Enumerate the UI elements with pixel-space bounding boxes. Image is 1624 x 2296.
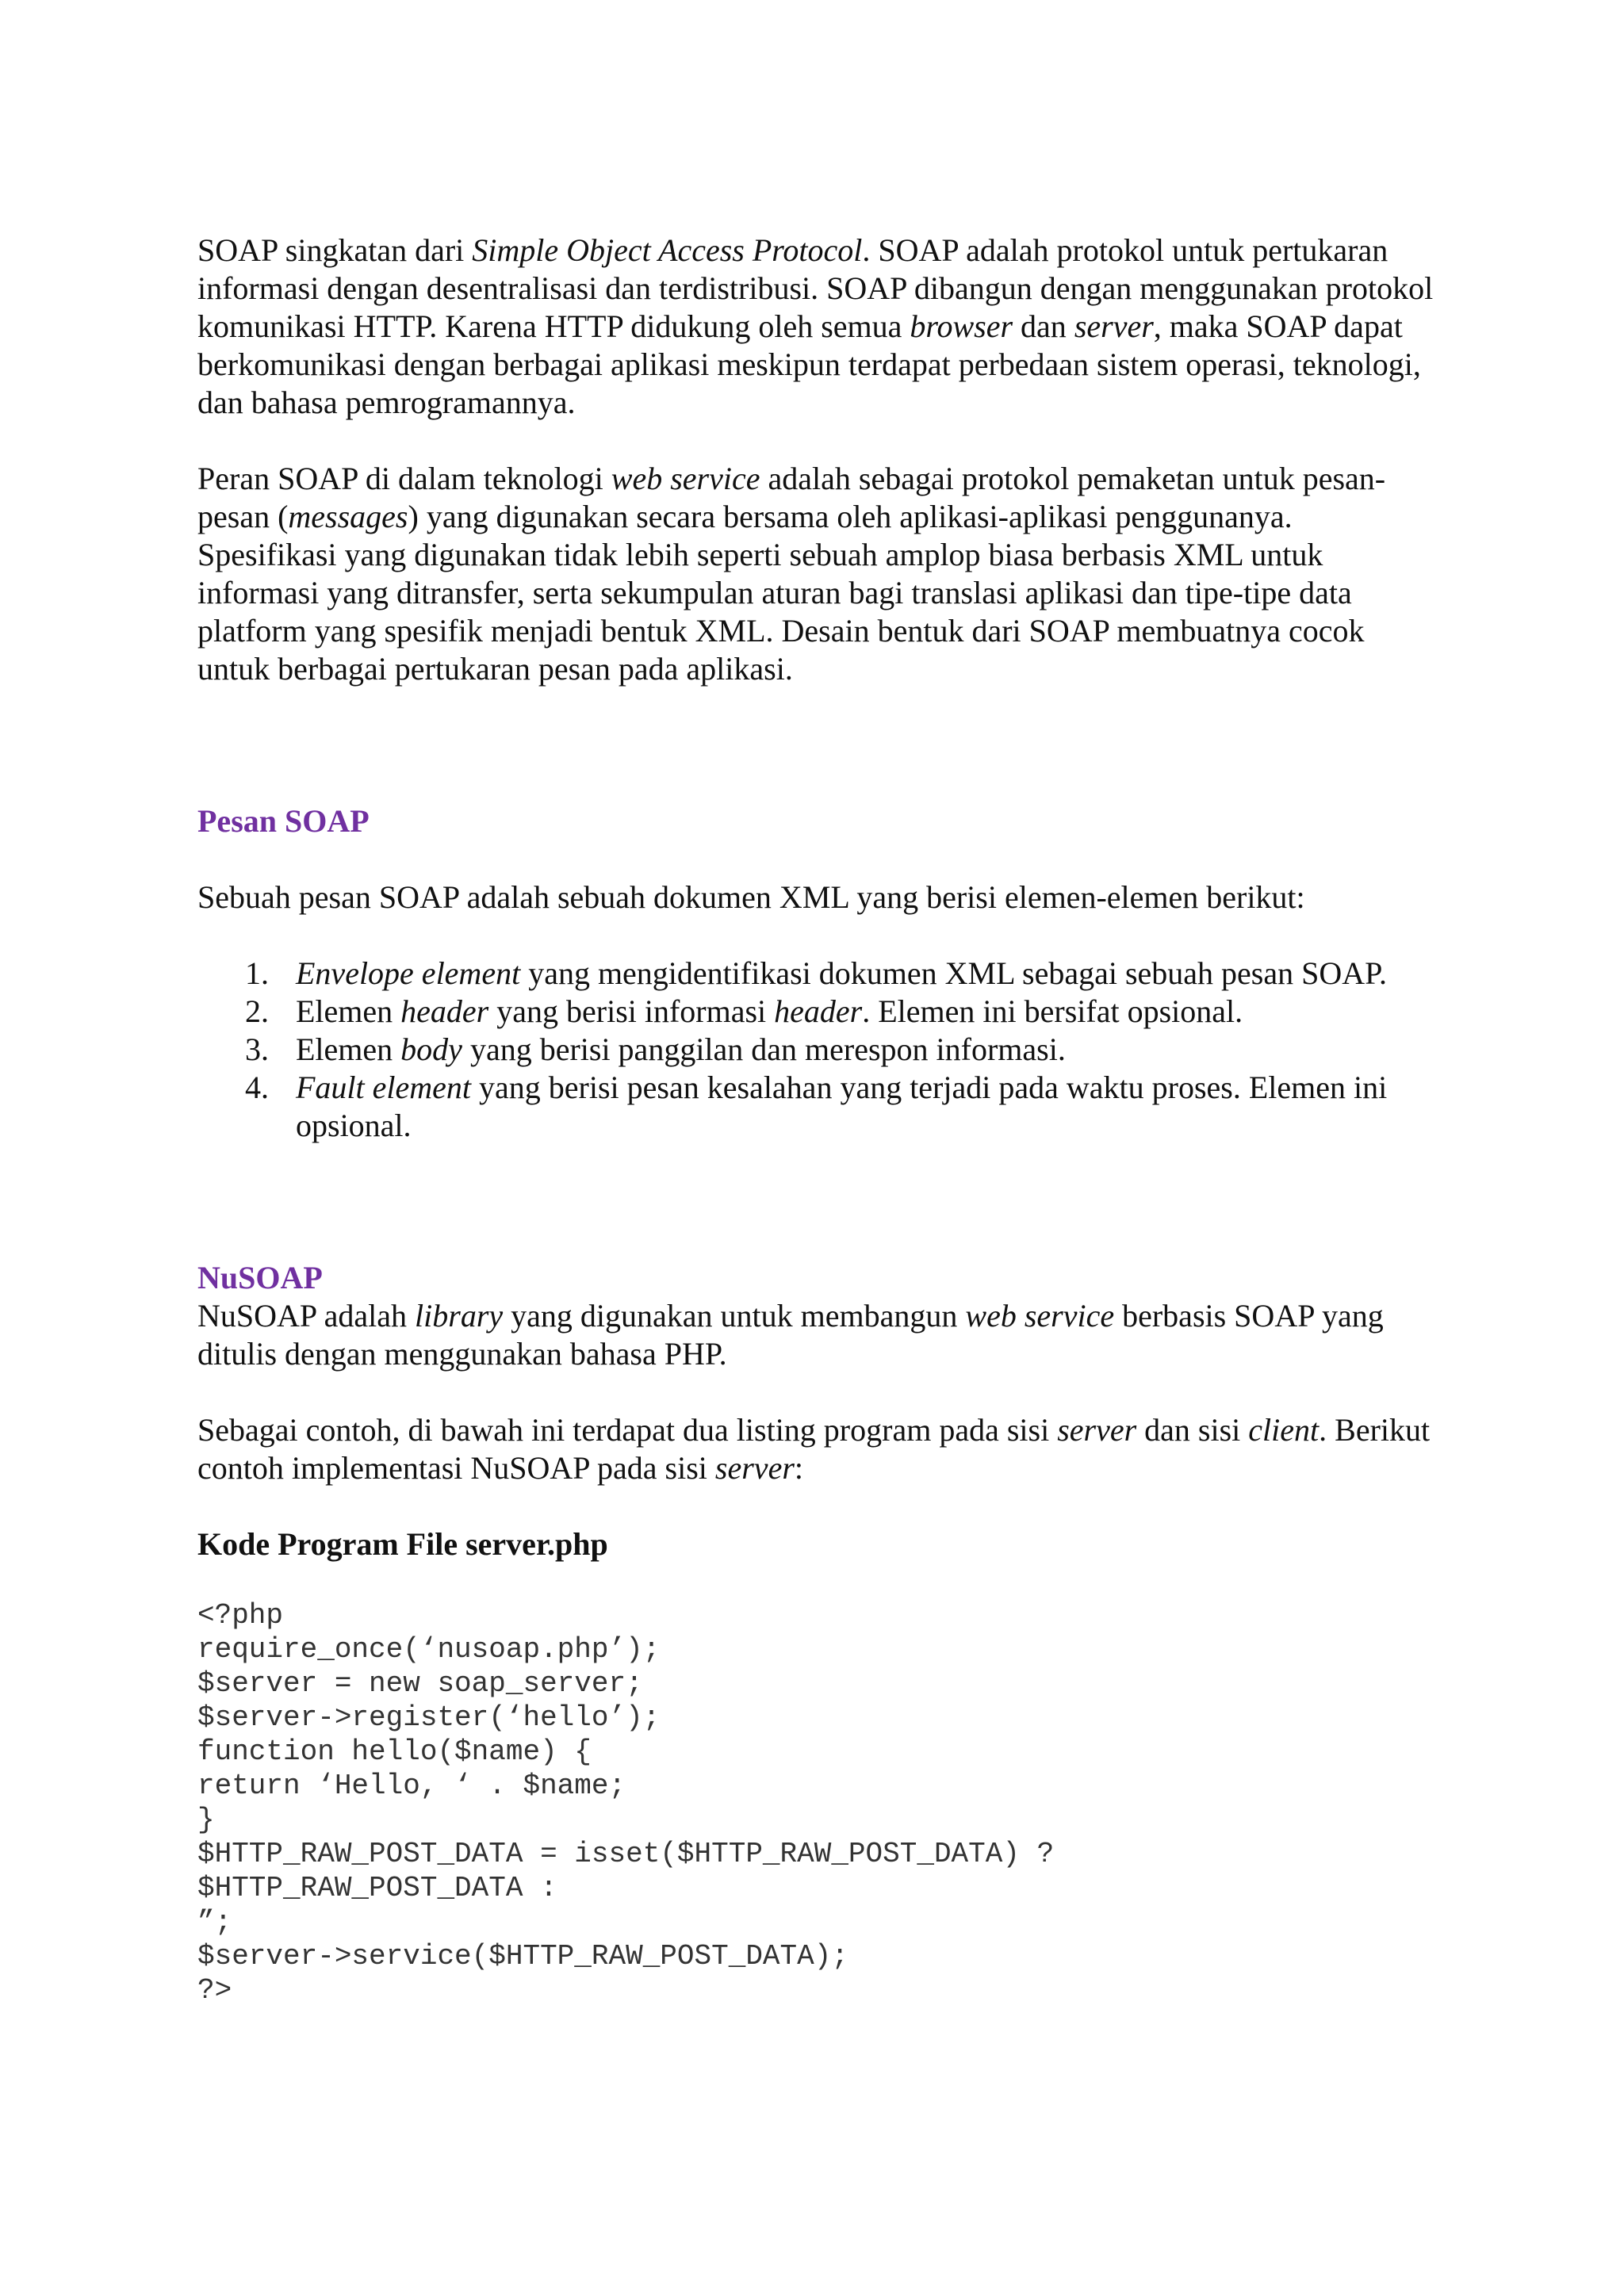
text-run: yang berisi pesan kesalahan yang terjadi pada waktu proses. Elemen ini opsional.: [296, 1070, 1388, 1143]
code-line: $HTTP_RAW_POST_DATA = isset($HTTP_RAW_POST_DATA) ?: [197, 1838, 1055, 1870]
list-item: [197, 1069, 1434, 1145]
italic-run: Fault element: [296, 1070, 472, 1105]
italic-run: web service: [965, 1298, 1115, 1334]
code-line: ”;: [197, 1906, 232, 1938]
list-number: 2.: [245, 993, 269, 1029]
italic-run: server: [714, 1450, 795, 1486]
paragraph-pesan-intro: Sebuah pesan SOAP adalah sebuah dokumen XML yang berisi elemen-elemen berikut:: [197, 879, 1305, 915]
italic-run: server: [1057, 1412, 1137, 1448]
text-run: yang digunakan untuk membangun: [503, 1298, 966, 1334]
italic-run: browser: [910, 308, 1013, 344]
list-item: [197, 1031, 1434, 1069]
code-line: }: [197, 1804, 215, 1836]
italic-run: Envelope element: [296, 955, 521, 991]
text-run: Elemen: [296, 1031, 401, 1067]
text-run: dan sisi: [1136, 1412, 1249, 1448]
heading-nusoap: NuSOAP: [197, 1260, 323, 1295]
italic-run: header: [774, 993, 863, 1029]
list-number: 4.: [245, 1070, 269, 1105]
code-listing-server-php: [197, 1598, 1434, 2007]
italic-run: web service: [611, 461, 760, 496]
text-run: :: [794, 1450, 804, 1486]
document-body: [197, 232, 1434, 2007]
code-line: require_once(‘nusoap.php’);: [197, 1633, 661, 1666]
text-run: dan: [1013, 308, 1074, 344]
italic-run: server: [1074, 308, 1154, 344]
italic-run: body: [400, 1031, 462, 1067]
text-run: NuSOAP adalah: [197, 1298, 416, 1334]
text-run: berbasis SOAP yang ditulis dengan menggunakan bahasa PHP.: [197, 1298, 1384, 1372]
italic-run: messages: [288, 499, 408, 534]
text-run: yang mengidentifikasi dokumen XML sebagai sebuah pesan SOAP.: [520, 955, 1387, 991]
text-run: adalah sebagai protokol pemaketan untuk pesan-pesan (: [197, 461, 1386, 534]
text-run: yang berisi informasi: [488, 993, 775, 1029]
text-run: yang berisi panggilan dan merespon informasi.: [462, 1031, 1066, 1067]
code-line: function hello($name) {: [197, 1735, 592, 1768]
text-run: . Berikut contoh implementasi NuSOAP pada sisi: [197, 1412, 1431, 1486]
text-run: Elemen: [296, 993, 401, 1029]
text-run: Peran SOAP di dalam teknologi: [197, 461, 611, 496]
italic-run: client: [1248, 1412, 1320, 1448]
paragraph-example-intro: [197, 1411, 1434, 1487]
soap-elements-list: [197, 955, 1434, 1145]
paragraph-nusoap-definition: [197, 1297, 1434, 1373]
list-number: 1.: [245, 955, 269, 991]
paragraph-soap-role: [197, 460, 1434, 688]
list-item: [197, 955, 1434, 993]
italic-run: header: [400, 993, 489, 1029]
list-number: 3.: [245, 1031, 269, 1067]
text-run: Sebagai contoh, di bawah ini terdapat dua listing program pada sisi: [197, 1412, 1058, 1448]
text-run: SOAP singkatan dari: [197, 232, 473, 268]
code-line: <?php: [197, 1599, 284, 1632]
italic-run: Simple Object Access Protocol: [472, 232, 863, 268]
code-line: $HTTP_RAW_POST_DATA :: [197, 1872, 557, 1904]
code-line: $server = new soap_server;: [197, 1667, 643, 1700]
paragraph-soap-definition: [197, 232, 1434, 422]
italic-run: library: [415, 1298, 504, 1334]
list-item: [197, 993, 1434, 1031]
heading-pesan-soap: Pesan SOAP: [197, 803, 370, 839]
code-line: $server->register(‘hello’);: [197, 1701, 661, 1734]
code-line: return ‘Hello, ‘ . $name;: [197, 1770, 626, 1802]
text-run: , maka SOAP dapat berkomunikasi dengan berbagai aplikasi meskipun terdapat perbedaan sistem operasi, teknologi, dan bahasa pemrogramannya.: [197, 308, 1421, 420]
text-run: . SOAP adalah protokol untuk pertukaran informasi dengan desentralisasi dan terdistribusi. SOAP dibangun dengan menggunakan protokol komunikasi HTTP. Karena HTTP didukung oleh semua: [197, 232, 1434, 344]
code-line: $server->service($HTTP_RAW_POST_DATA);: [197, 1940, 848, 1973]
text-run: . Elemen ini bersifat opsional.: [862, 993, 1243, 1029]
code-line: ?>: [197, 1974, 232, 2007]
heading-code-server-php: Kode Program File server.php: [197, 1526, 608, 1562]
text-run: ) yang digunakan secara bersama oleh aplikasi-aplikasi penggunanya. Spesifikasi yang digunakan tidak lebih seperti sebuah amplop biasa berbasis XML untuk informasi yang ditransfer, serta sekumpulan aturan bagi translasi aplikasi dan tipe-tipe data platform yang spesifik menjadi bentuk XML. Desain bentuk dari SOAP membuatnya cocok untuk berbagai pertukaran pesan pada aplikasi.: [197, 499, 1365, 687]
